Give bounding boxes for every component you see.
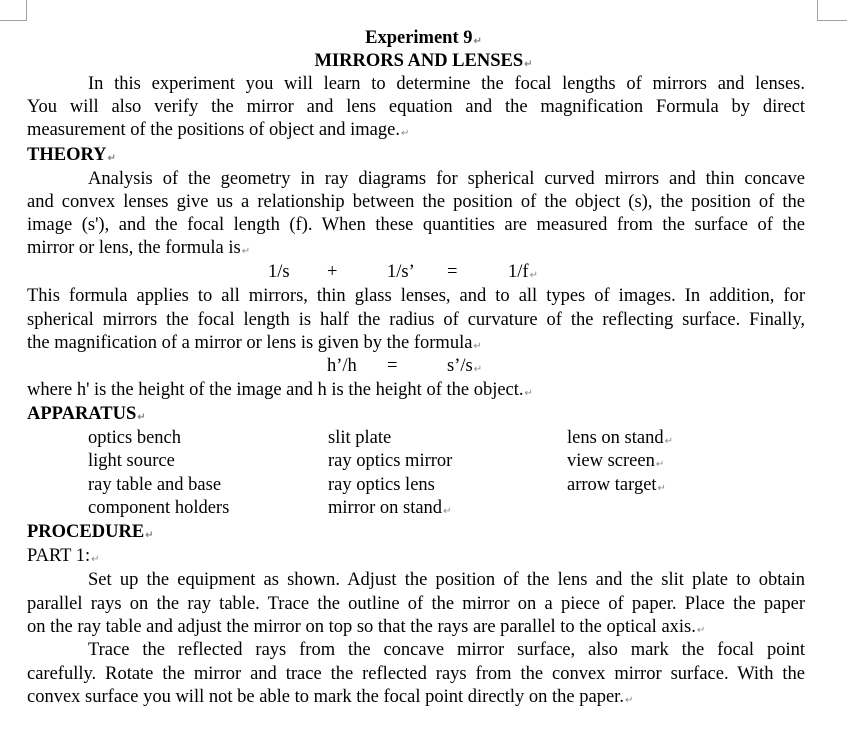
procedure-part-label: PART 1: ↵ bbox=[27, 545, 805, 568]
intro-line: You will also verify the mirror and lens equation and the magnification Formula by direct bbox=[27, 97, 805, 117]
formula-operator: = bbox=[447, 262, 458, 282]
theory-line: the magnification of a mirror or lens is given by the formula ↵ bbox=[27, 332, 805, 355]
apparatus-item: ray table and base bbox=[88, 475, 222, 495]
theory-line: image (s'), and the focal length (f). When these quantities are measured from the surface of the bbox=[27, 215, 805, 235]
page-corner-mark-right-h bbox=[817, 20, 847, 21]
theory-line: and convex lenses give us a relationship between the position of the object (s), the position of the bbox=[27, 192, 805, 212]
document-subtitle: MIRRORS AND LENSES ↵ bbox=[0, 50, 847, 73]
apparatus-item: slit plate bbox=[328, 428, 392, 448]
apparatus-item: arrow target ↵ bbox=[567, 474, 666, 500]
formula-term: s’/s ↵ bbox=[447, 355, 482, 381]
theory-line: where h' is the height of the image and h is the height of the object. ↵ bbox=[27, 379, 805, 402]
apparatus-item: optics bench bbox=[88, 428, 181, 448]
formula-term: 1/s bbox=[268, 262, 290, 282]
procedure-line: convex surface you will not be able to mark the focal point directly on the paper. ↵ bbox=[27, 686, 805, 709]
apparatus-item: mirror on stand ↵ bbox=[328, 497, 451, 523]
apparatus-item: ray optics lens bbox=[328, 475, 435, 495]
procedure-line: Trace the reflected rays from the concave mirror surface, also mark the focal point bbox=[88, 640, 805, 660]
procedure-heading: PROCEDURE ↵ bbox=[27, 521, 805, 544]
procedure-line: Set up the equipment as shown. Adjust the position of the lens and the slit plate to obtain bbox=[88, 570, 805, 590]
formula-operator: + bbox=[327, 262, 338, 282]
apparatus-item: view screen ↵ bbox=[567, 450, 664, 476]
page-corner-mark-left-v bbox=[26, 0, 27, 21]
theory-line: mirror or lens, the formula is ↵ bbox=[27, 237, 805, 260]
apparatus-item: lens on stand ↵ bbox=[567, 427, 673, 453]
formula-term: 1/s’ bbox=[387, 262, 415, 282]
apparatus-item: component holders bbox=[88, 498, 230, 518]
procedure-line: on the ray table and adjust the mirror on top so that the rays are parallel to the optical axis. ↵ bbox=[27, 616, 805, 639]
formula-operator: = bbox=[387, 356, 398, 376]
theory-line: spherical mirrors the focal length is half the radius of curvature of the reflecting surface. Finally, bbox=[27, 310, 805, 330]
intro-line: In this experiment you will learn to determine the focal lengths of mirrors and lenses. bbox=[88, 74, 805, 94]
page-corner-mark-left-h bbox=[0, 20, 27, 21]
theory-line: Analysis of the geometry in ray diagrams for spherical curved mirrors and thin concave bbox=[88, 169, 805, 189]
theory-heading: THEORY ↵ bbox=[27, 144, 805, 167]
apparatus-item: light source bbox=[88, 451, 175, 471]
formula-term: h’/h bbox=[327, 356, 357, 376]
procedure-line: carefully. Rotate the mirror and trace the reflected rays from the convex mirror surface. With the bbox=[27, 664, 805, 684]
apparatus-heading: APPARATUS ↵ bbox=[27, 403, 805, 426]
intro-line: measurement of the positions of object and image. ↵ bbox=[27, 119, 805, 142]
page-corner-mark-right-v bbox=[817, 0, 818, 21]
formula-term: 1/f ↵ bbox=[508, 261, 538, 287]
apparatus-item: ray optics mirror bbox=[328, 451, 453, 471]
theory-line: This formula applies to all mirrors, thin glass lenses, and to all types of images. In addition, for bbox=[27, 286, 805, 306]
procedure-line: parallel rays on the ray table. Trace the outline of the mirror on a piece of paper. Place the paper bbox=[27, 594, 805, 614]
document-title: Experiment 9 ↵ bbox=[0, 27, 847, 50]
